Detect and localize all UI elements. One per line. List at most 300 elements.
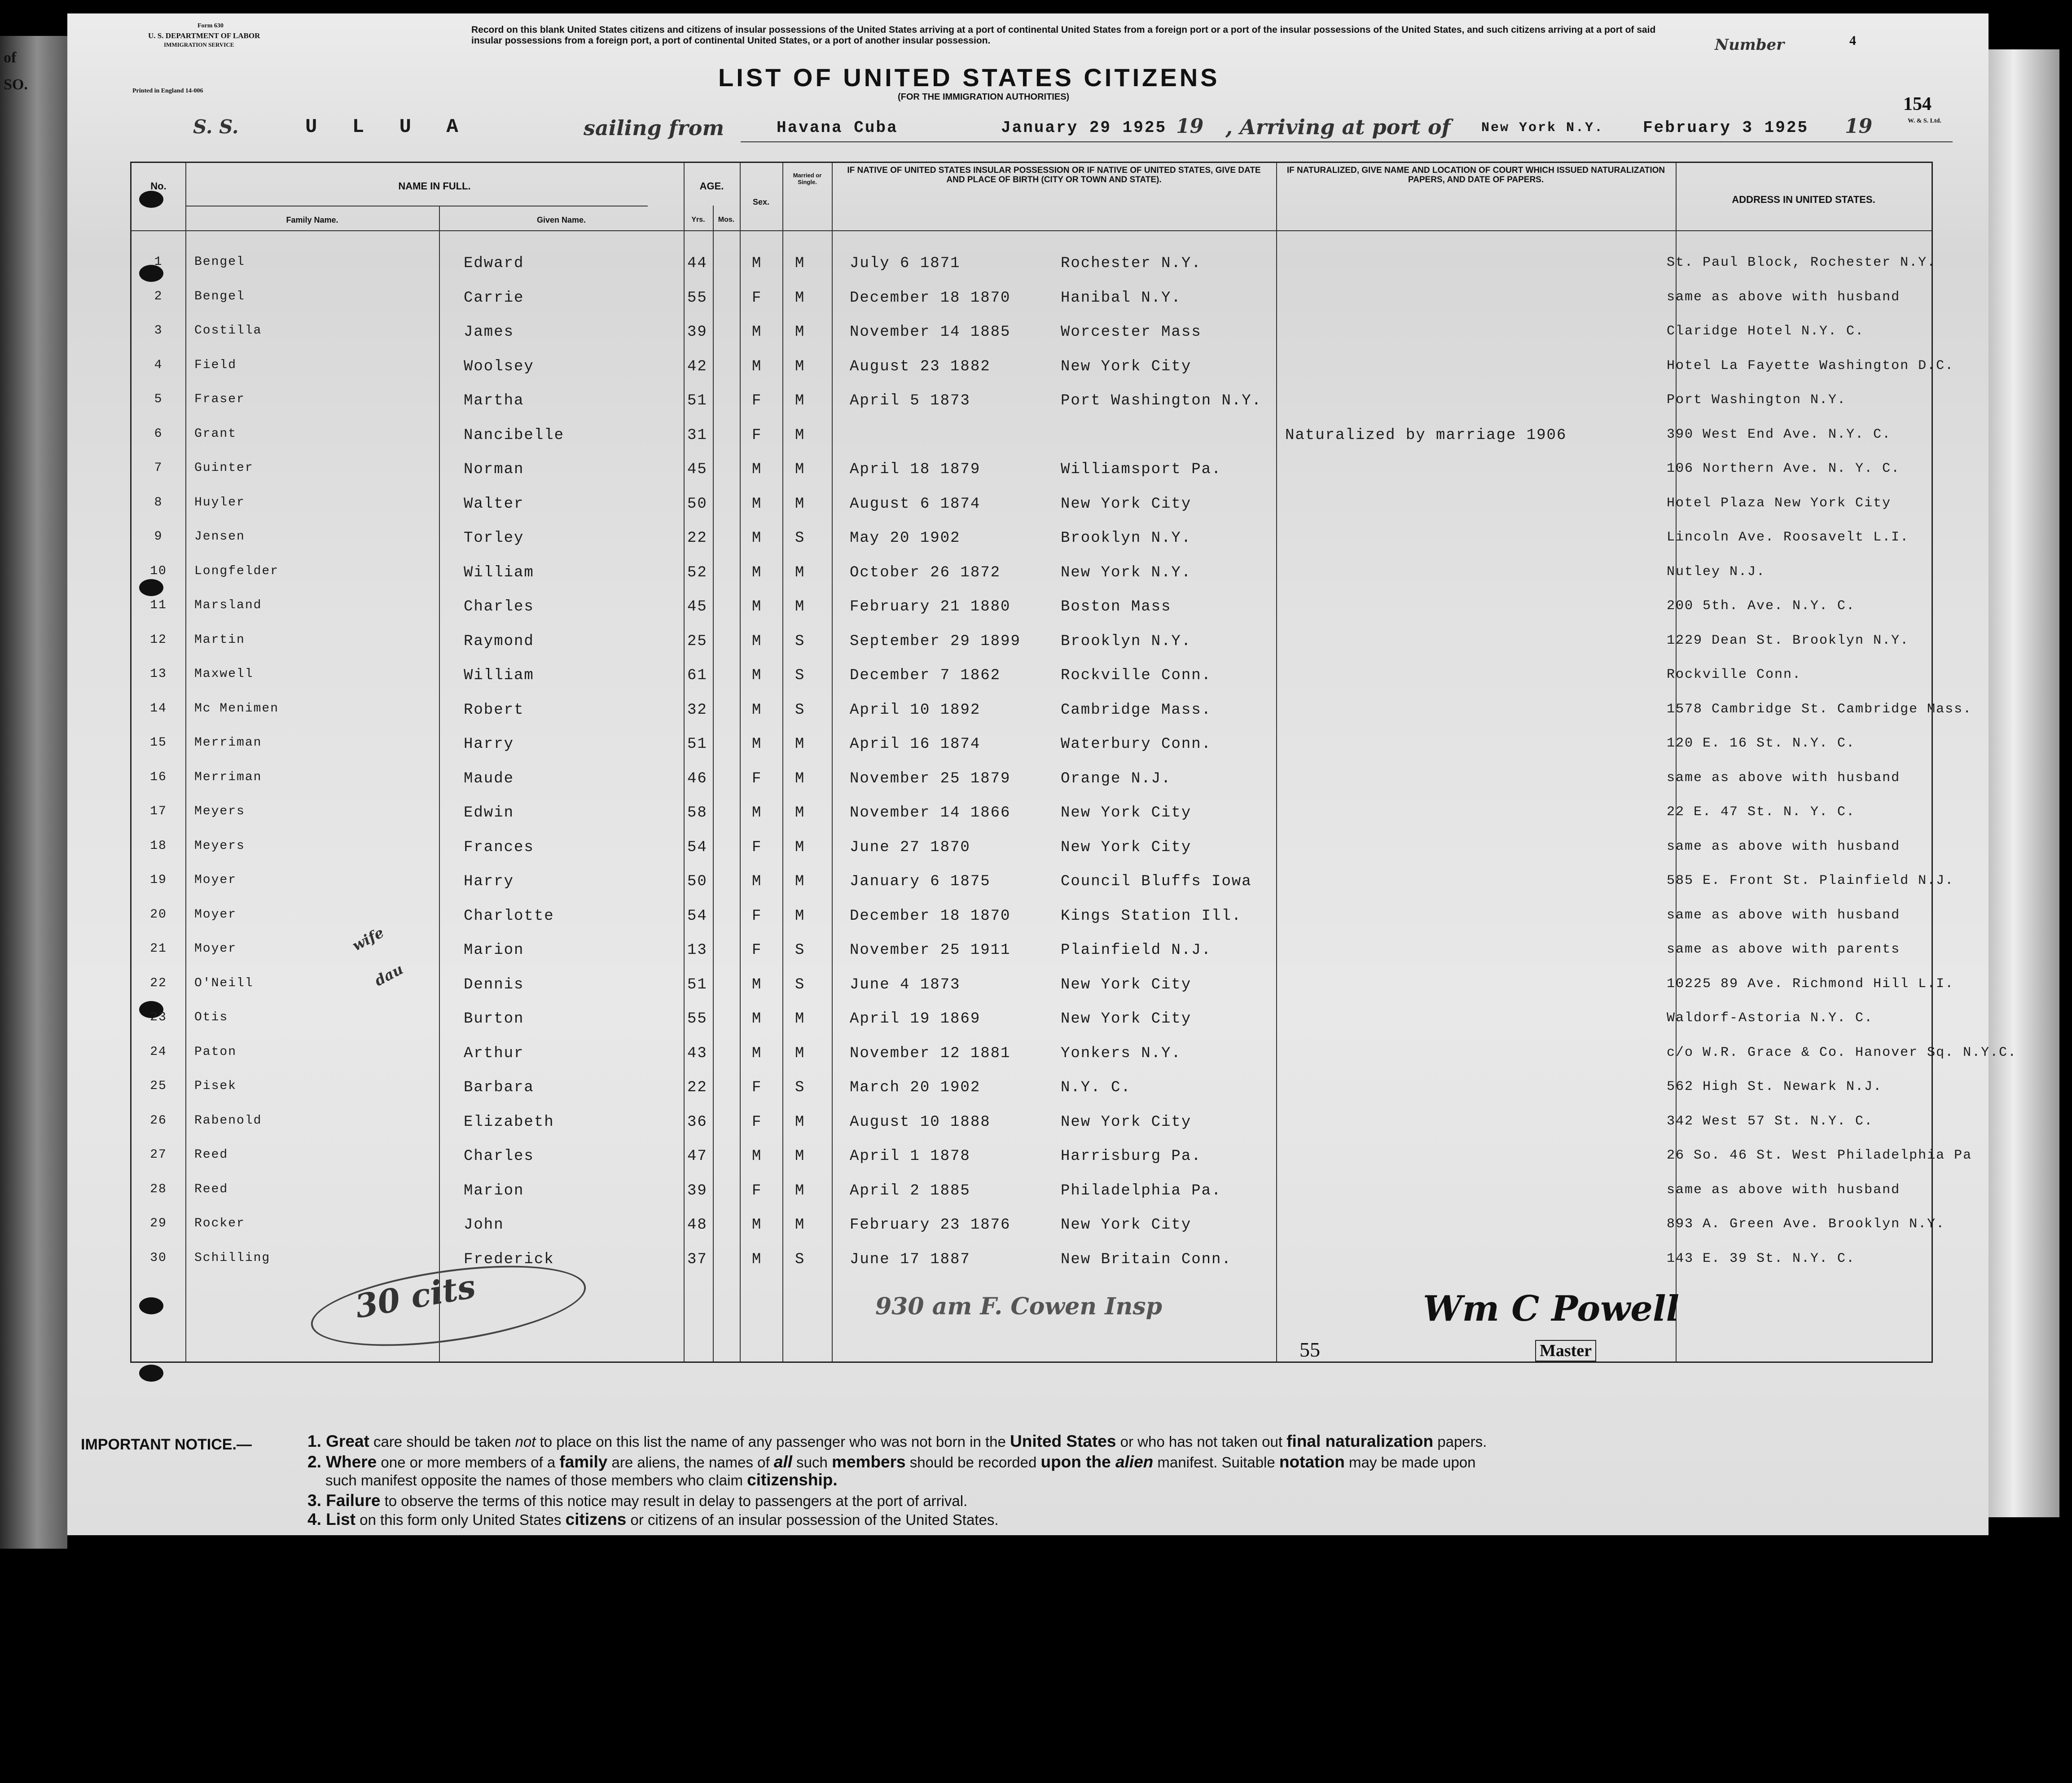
- cell-address: same as above with husband: [1667, 907, 1901, 923]
- cell-address: 143 E. 39 St. N.Y. C.: [1667, 1251, 1856, 1266]
- cell-yrs: 25: [687, 632, 707, 650]
- table-row: [132, 804, 1932, 822]
- cell-place: N.Y. C.: [1061, 1079, 1131, 1096]
- col-divider: [782, 163, 783, 1361]
- cell-nat: Naturalized by marriage 1906: [1285, 426, 1567, 444]
- notice-label: IMPORTANT NOTICE.—: [81, 1436, 252, 1453]
- cell-sex: F: [752, 1079, 762, 1096]
- cell-no: 12: [150, 632, 167, 647]
- cell-ms: M: [795, 564, 805, 581]
- cell-date: November 12 1881: [850, 1045, 1011, 1062]
- cell-sex: F: [752, 770, 762, 787]
- cell-sex: M: [752, 873, 762, 890]
- notice-item-4: 4. List on this form only United States citizens or citizens of an insular possession of the United States.: [307, 1510, 999, 1528]
- cell-place: Boston Mass: [1061, 598, 1172, 615]
- table-row: [132, 736, 1932, 754]
- cell-yrs: 50: [687, 873, 707, 890]
- handwritten-wife: wife: [349, 923, 387, 955]
- cell-date: August 10 1888: [850, 1113, 991, 1131]
- notice-item-3: 3. Failure to observe the terms of this notice may result in delay to passengers at the port of arrival.: [307, 1491, 968, 1510]
- cell-family: Reed: [194, 1182, 228, 1196]
- cell-place: New York City: [1061, 1216, 1192, 1234]
- table-row: [132, 255, 1936, 273]
- cell-address: 1229 Dean St. Brooklyn N.Y.: [1667, 632, 1910, 648]
- cell-ms: M: [795, 907, 805, 925]
- cell-place: New York City: [1061, 804, 1192, 821]
- cell-no: 4: [154, 358, 163, 372]
- cell-date: October 26 1872: [850, 564, 1001, 581]
- cell-family: Marsland: [194, 598, 262, 612]
- cell-no: 29: [150, 1216, 167, 1230]
- cell-family: Martin: [194, 632, 245, 647]
- cell-no: 19: [150, 873, 167, 887]
- cell-date: November 25 1879: [850, 770, 1011, 787]
- cell-family: Merriman: [194, 770, 262, 784]
- col-divider: [684, 163, 685, 1361]
- cell-yrs: 48: [687, 1216, 707, 1234]
- cell-place: Rochester N.Y.: [1061, 255, 1202, 272]
- cell-sex: M: [752, 736, 762, 753]
- cell-no: 13: [150, 667, 167, 681]
- table-row: [132, 839, 1932, 857]
- cell-yrs: 45: [687, 461, 707, 478]
- cell-address: St. Paul Block, Rochester N.Y.: [1667, 255, 1936, 270]
- cell-sex: F: [752, 942, 762, 959]
- cell-place: Williamsport Pa.: [1061, 461, 1222, 478]
- cell-place: Cambridge Mass.: [1061, 701, 1212, 719]
- cell-ms: M: [795, 289, 805, 307]
- cell-family: Schilling: [194, 1251, 271, 1265]
- col-divider: [185, 163, 186, 1361]
- col-given-name: Given Name.: [536, 215, 586, 224]
- ss-label: S. S.: [193, 116, 239, 138]
- table-row: [132, 358, 1954, 376]
- cell-sex: M: [752, 1251, 762, 1268]
- cell-address: same as above with husband: [1667, 289, 1901, 305]
- cell-given: Barbara: [464, 1079, 534, 1096]
- cell-family: Otis: [194, 1010, 228, 1024]
- cell-yrs: 51: [687, 392, 707, 409]
- cell-yrs: 55: [687, 1010, 707, 1028]
- cell-no: 1: [154, 255, 163, 269]
- cell-family: Costilla: [194, 324, 262, 338]
- cell-family: Merriman: [194, 736, 262, 750]
- cell-no: 24: [150, 1045, 167, 1059]
- table-row: [132, 461, 1932, 479]
- cell-yrs: 52: [687, 564, 707, 581]
- col-age: AGE.: [699, 180, 724, 192]
- col-address: ADDRESS IN UNITED STATES.: [1732, 194, 1875, 205]
- cell-date: February 23 1876: [850, 1216, 1011, 1234]
- cell-ms: S: [795, 632, 805, 650]
- cell-given: Frederick: [464, 1251, 554, 1268]
- cell-date: November 25 1911: [850, 942, 1011, 959]
- cell-ms: M: [795, 426, 805, 444]
- cell-family: Meyers: [194, 839, 245, 853]
- cell-given: Marion: [464, 942, 524, 959]
- cell-no: 2: [154, 289, 163, 303]
- cell-yrs: 50: [687, 495, 707, 513]
- table-row: [132, 873, 1954, 891]
- table-row: [132, 976, 1954, 994]
- cell-address: 342 West 57 St. N.Y. C.: [1667, 1113, 1874, 1129]
- cell-given: John: [464, 1216, 504, 1234]
- cell-given: Frances: [464, 839, 534, 856]
- cell-yrs: 45: [687, 598, 707, 615]
- table-row: [132, 701, 1972, 720]
- margin-mark: of: [4, 49, 17, 66]
- cell-address: Waldorf-Astoria N.Y. C.: [1667, 1010, 1874, 1026]
- cell-ms: S: [795, 976, 805, 993]
- cell-no: 20: [150, 907, 167, 922]
- cell-address: same as above with husband: [1667, 1182, 1901, 1198]
- cell-no: 14: [150, 701, 167, 716]
- cell-date: February 21 1880: [850, 598, 1011, 615]
- cell-yrs: 55: [687, 289, 707, 307]
- manifest-sheet: [67, 13, 2017, 1535]
- cell-sex: F: [752, 289, 762, 307]
- cell-given: Edwin: [464, 804, 514, 821]
- notice-item-1: 1. Great care should be taken not to place on this list the name of any passenger who was not born in the United States or who has not taken out final naturalization papers.: [307, 1432, 1487, 1450]
- cell-date: January 6 1875: [850, 873, 991, 890]
- cell-given: Edward: [464, 255, 524, 272]
- cell-ms: M: [795, 804, 805, 821]
- cell-yrs: 39: [687, 324, 707, 341]
- cell-given: Robert: [464, 701, 524, 719]
- col-birth: IF NATIVE OF UNITED STATES INSULAR POSSESSION OR IF NATIVE OF UNITED STATES, GIVE DATE AND PLACE OF BIRTH (CITY OR TOWN AND STATE).: [847, 166, 1261, 184]
- voyage-rule: [741, 141, 1953, 142]
- cell-place: Hanibal N.Y.: [1061, 289, 1181, 307]
- cell-yrs: 39: [687, 1182, 707, 1199]
- cell-place: Brooklyn N.Y.: [1061, 530, 1192, 547]
- service: IMMIGRATION SERVICE: [164, 41, 234, 48]
- cell-date: June 4 1873: [850, 976, 961, 993]
- department: U. S. DEPARTMENT OF LABOR: [148, 31, 260, 40]
- cell-given: Charlotte: [464, 907, 554, 925]
- cell-address: Hotel La Fayette Washington D.C.: [1667, 358, 1954, 373]
- passenger-table: [130, 162, 2017, 1363]
- col-name-in-full: NAME IN FULL.: [398, 180, 471, 192]
- cell-place: Council Bluffs Iowa: [1061, 873, 1252, 890]
- cell-given: Torley: [464, 530, 524, 547]
- form-instruction: Record on this blank United States citizens and citizens of insular possessions of the United States arriving at a port of continental United States from a foreign port or a port of the insular possessions of the United States, and such citizens arriving at a port of said insular possessions from a foreign port, a port of continental United States, or a port of another insular possession.: [471, 25, 1656, 46]
- cell-yrs: 44: [687, 255, 707, 272]
- cell-ms: S: [795, 667, 805, 684]
- cell-sex: M: [752, 1010, 762, 1028]
- cell-date: April 16 1874: [850, 736, 981, 753]
- col-divider: [740, 163, 741, 1361]
- cell-no: 7: [154, 461, 163, 475]
- cell-date: July 6 1871: [850, 255, 961, 272]
- cell-ms: M: [795, 1045, 805, 1062]
- total-count: 30 cits: [352, 1267, 478, 1326]
- table-row: [132, 1182, 1932, 1200]
- cell-no: 16: [150, 770, 167, 784]
- cell-date: April 10 1892: [850, 701, 981, 719]
- cell-no: 30: [150, 1251, 167, 1265]
- table-row: [132, 908, 1932, 926]
- cell-no: 25: [150, 1079, 167, 1093]
- table-row: [132, 427, 1932, 445]
- header-divider: [132, 230, 1932, 231]
- col-family-name: Family Name.: [286, 215, 338, 224]
- col-mos: Mos.: [718, 216, 735, 224]
- cell-no: 6: [154, 426, 163, 441]
- cell-sex: M: [752, 495, 762, 513]
- master-label: Master: [1535, 1340, 1596, 1361]
- cell-yrs: 43: [687, 1045, 707, 1062]
- cell-given: Burton: [464, 1010, 524, 1028]
- col-divider: [1676, 163, 1677, 1361]
- cell-no: 22: [150, 976, 167, 990]
- cell-no: 17: [150, 804, 167, 818]
- cell-sex: M: [752, 564, 762, 581]
- cell-family: Bengel: [194, 289, 245, 303]
- cell-no: 8: [154, 495, 163, 509]
- cell-sex: M: [752, 804, 762, 821]
- col-married: Married or Single.: [793, 172, 822, 185]
- number-value: 4: [1849, 33, 1856, 48]
- cell-family: Guinter: [194, 461, 254, 475]
- cell-place: Waterbury Conn.: [1061, 736, 1212, 753]
- cell-sex: F: [752, 426, 762, 444]
- cell-date: December 18 1870: [850, 907, 1011, 925]
- table-row: [132, 1010, 1932, 1028]
- table-row: [132, 1079, 1932, 1097]
- cell-address: same as above with husband: [1667, 770, 1901, 786]
- cell-ms: M: [795, 358, 805, 375]
- cell-yrs: 36: [687, 1113, 707, 1131]
- cell-family: Mc Menimen: [194, 701, 279, 716]
- cell-date: April 1 1878: [850, 1148, 970, 1165]
- cell-given: Dennis: [464, 976, 524, 993]
- cell-place: Rockville Conn.: [1061, 667, 1212, 684]
- cell-date: November 14 1866: [850, 804, 1011, 821]
- cell-ms: M: [795, 873, 805, 890]
- cell-given: Arthur: [464, 1045, 524, 1062]
- cell-ms: M: [795, 324, 805, 341]
- cell-given: Harry: [464, 873, 514, 890]
- cell-family: Moyer: [194, 942, 237, 956]
- cell-family: Paton: [194, 1045, 237, 1059]
- cell-address: 390 West End Ave. N.Y. C.: [1667, 426, 1892, 442]
- cell-address: 106 Northern Ave. N. Y. C.: [1667, 461, 1901, 476]
- cell-sex: M: [752, 1148, 762, 1165]
- cell-sex: M: [752, 324, 762, 341]
- cell-sex: M: [752, 667, 762, 684]
- arrival-date: February 3 1925: [1643, 119, 1809, 137]
- cell-no: 18: [150, 839, 167, 853]
- cell-sex: M: [752, 598, 762, 615]
- table-row: [132, 1045, 2017, 1063]
- cell-family: Field: [194, 358, 237, 372]
- cell-no: 26: [150, 1113, 167, 1128]
- cell-family: Reed: [194, 1148, 228, 1162]
- col-yrs: Yrs.: [691, 216, 705, 224]
- cell-given: Norman: [464, 461, 524, 478]
- table-row: [132, 633, 1932, 651]
- cell-ms: S: [795, 942, 805, 959]
- cell-date: June 17 1887: [850, 1251, 970, 1268]
- cell-ms: S: [795, 701, 805, 719]
- cell-ms: M: [795, 392, 805, 409]
- number-label: Number: [1715, 36, 1785, 54]
- cell-address: 585 E. Front St. Plainfield N.J.: [1667, 873, 1954, 888]
- margin-mark: SO.: [4, 76, 28, 93]
- cell-place: New York N.Y.: [1061, 564, 1192, 581]
- cell-family: Longfelder: [194, 564, 279, 578]
- cell-place: New York City: [1061, 976, 1192, 993]
- cell-sex: M: [752, 461, 762, 478]
- cell-ms: M: [795, 736, 805, 753]
- cell-family: Rabenold: [194, 1113, 262, 1128]
- cell-place: Yonkers N.Y.: [1061, 1045, 1181, 1062]
- cell-place: Brooklyn N.Y.: [1061, 632, 1192, 650]
- cell-no: 10: [150, 564, 167, 578]
- cell-address: Hotel Plaza New York City: [1667, 495, 1892, 511]
- cell-address: 200 5th. Ave. N.Y. C.: [1667, 598, 1856, 614]
- cell-place: New Britain Conn.: [1061, 1251, 1232, 1268]
- cell-place: New York City: [1061, 495, 1192, 513]
- table-row: [132, 392, 1932, 410]
- cell-no: 21: [150, 942, 167, 956]
- cell-yrs: 61: [687, 667, 707, 684]
- printed-note: Printed in England 14-006: [132, 88, 203, 94]
- table-row: [132, 1114, 1932, 1132]
- cell-address: Nutley N.J.: [1667, 564, 1766, 580]
- from-port: Havana Cuba: [777, 119, 898, 137]
- cell-date: August 23 1882: [850, 358, 991, 375]
- cell-yrs: 51: [687, 976, 707, 993]
- cell-date: March 20 1902: [850, 1079, 981, 1096]
- cell-address: Lincoln Ave. Roosavelt L.I.: [1667, 530, 1910, 545]
- cell-sex: M: [752, 358, 762, 375]
- cell-yrs: 47: [687, 1148, 707, 1165]
- table-row: [132, 324, 1932, 342]
- cell-sex: M: [752, 1045, 762, 1062]
- form-number: Form 630: [198, 22, 224, 29]
- cell-place: Philadelphia Pa.: [1061, 1182, 1222, 1199]
- cell-given: Marion: [464, 1182, 524, 1199]
- right-adjacent-page: [1983, 49, 2059, 1517]
- cell-sex: F: [752, 1113, 762, 1131]
- cell-ms: M: [795, 1182, 805, 1199]
- cell-given: Nancibelle: [464, 426, 565, 444]
- cell-sex: M: [752, 976, 762, 993]
- cell-given: Raymond: [464, 632, 534, 650]
- table-row: [132, 564, 1932, 582]
- cell-address: c/o W.R. Grace & Co. Hanover Sq. N.Y.C.: [1667, 1045, 2017, 1060]
- cell-place: Port Washington N.Y.: [1061, 392, 1262, 409]
- cell-ms: S: [795, 1251, 805, 1268]
- cell-place: Kings Station Ill.: [1061, 907, 1242, 925]
- handwritten-dau: dau: [371, 960, 406, 990]
- printer-mark: W. & S. Ltd.: [1908, 118, 1941, 124]
- sailing-label: sailing from: [584, 116, 724, 140]
- cell-family: Pisek: [194, 1079, 237, 1093]
- cell-address: 893 A. Green Ave. Brooklyn N.Y.: [1667, 1216, 1945, 1232]
- cell-family: Bengel: [194, 255, 245, 269]
- cell-given: Harry: [464, 736, 514, 753]
- form-title: LIST OF UNITED STATES CITIZENS: [718, 63, 1220, 92]
- table-row: [132, 1148, 1972, 1166]
- cell-no: 5: [154, 392, 163, 406]
- cell-ms: M: [795, 839, 805, 856]
- table-row: [132, 290, 1932, 307]
- cell-date: September 29 1899: [850, 632, 1021, 650]
- cell-sex: F: [752, 907, 762, 925]
- col-naturalized: IF NATURALIZED, GIVE NAME AND LOCATION OF COURT WHICH ISSUED NATURALIZATION PAPERS, AND DATE OF PAPERS.: [1286, 166, 1665, 184]
- cell-ms: M: [795, 255, 805, 272]
- cell-family: Meyers: [194, 804, 245, 818]
- arrival-port: New York N.Y.: [1481, 120, 1604, 136]
- col-divider: [832, 163, 833, 1361]
- cell-no: 11: [150, 598, 167, 612]
- departure-date: January 29 1925: [1001, 119, 1167, 137]
- year-suffix: 19: [1176, 115, 1204, 138]
- cell-given: Charles: [464, 598, 534, 615]
- cell-given: William: [464, 564, 534, 581]
- cell-place: New York City: [1061, 839, 1192, 856]
- table-row: [132, 598, 1932, 616]
- cell-date: May 20 1902: [850, 530, 961, 547]
- cell-date: April 5 1873: [850, 392, 970, 409]
- cell-sex: M: [752, 530, 762, 547]
- cell-yrs: 22: [687, 1079, 707, 1096]
- cell-no: 23: [150, 1010, 167, 1024]
- punch-hole: [139, 1365, 163, 1382]
- cell-address: same as above with parents: [1667, 942, 1901, 957]
- cell-ms: S: [795, 1079, 805, 1096]
- cell-place: Harrisburg Pa.: [1061, 1148, 1202, 1165]
- cell-ms: M: [795, 770, 805, 787]
- ship-name: U L U A: [305, 116, 470, 138]
- cell-ms: M: [795, 495, 805, 513]
- cell-yrs: 42: [687, 358, 707, 375]
- cell-sex: M: [752, 701, 762, 719]
- cell-place: Plainfield N.J.: [1061, 942, 1212, 959]
- cell-address: 22 E. 47 St. N. Y. C.: [1667, 804, 1856, 820]
- cell-yrs: 37: [687, 1251, 707, 1268]
- table-row: [132, 667, 1932, 685]
- cell-yrs: 54: [687, 907, 707, 925]
- table-row: [132, 1216, 1945, 1234]
- cell-date: August 6 1874: [850, 495, 981, 513]
- cell-given: Woolsey: [464, 358, 534, 375]
- page-stamp: 154: [1903, 94, 1932, 114]
- cell-given: Elizabeth: [464, 1113, 554, 1131]
- cell-ms: M: [795, 461, 805, 478]
- cell-yrs: 31: [687, 426, 707, 444]
- cell-date: April 2 1885: [850, 1182, 970, 1199]
- cell-address: 26 So. 46 St. West Philadelphia Pa: [1667, 1148, 1972, 1163]
- cell-yrs: 13: [687, 942, 707, 959]
- cell-family: Rocker: [194, 1216, 245, 1230]
- cell-address: 10225 89 Ave. Richmond Hill L.I.: [1667, 976, 1954, 992]
- year-suffix: 19: [1845, 115, 1873, 138]
- left-adjacent-page: [0, 36, 67, 1549]
- cell-no: 27: [150, 1148, 167, 1162]
- notice-item-2: 2. Where one or more members of a family are aliens, the names of all such members should be recorded upon the alien manifest. Suitable notation may be made upon: [307, 1453, 1476, 1471]
- cell-sex: M: [752, 1216, 762, 1234]
- cell-place: New York City: [1061, 1113, 1192, 1131]
- cell-address: Port Washington N.Y.: [1667, 392, 1847, 408]
- col-no: No.: [150, 180, 167, 192]
- cell-address: 562 High St. Newark N.J.: [1667, 1079, 1883, 1094]
- cell-given: Maude: [464, 770, 514, 787]
- cell-sex: F: [752, 839, 762, 856]
- cell-place: Worcester Mass: [1061, 324, 1202, 341]
